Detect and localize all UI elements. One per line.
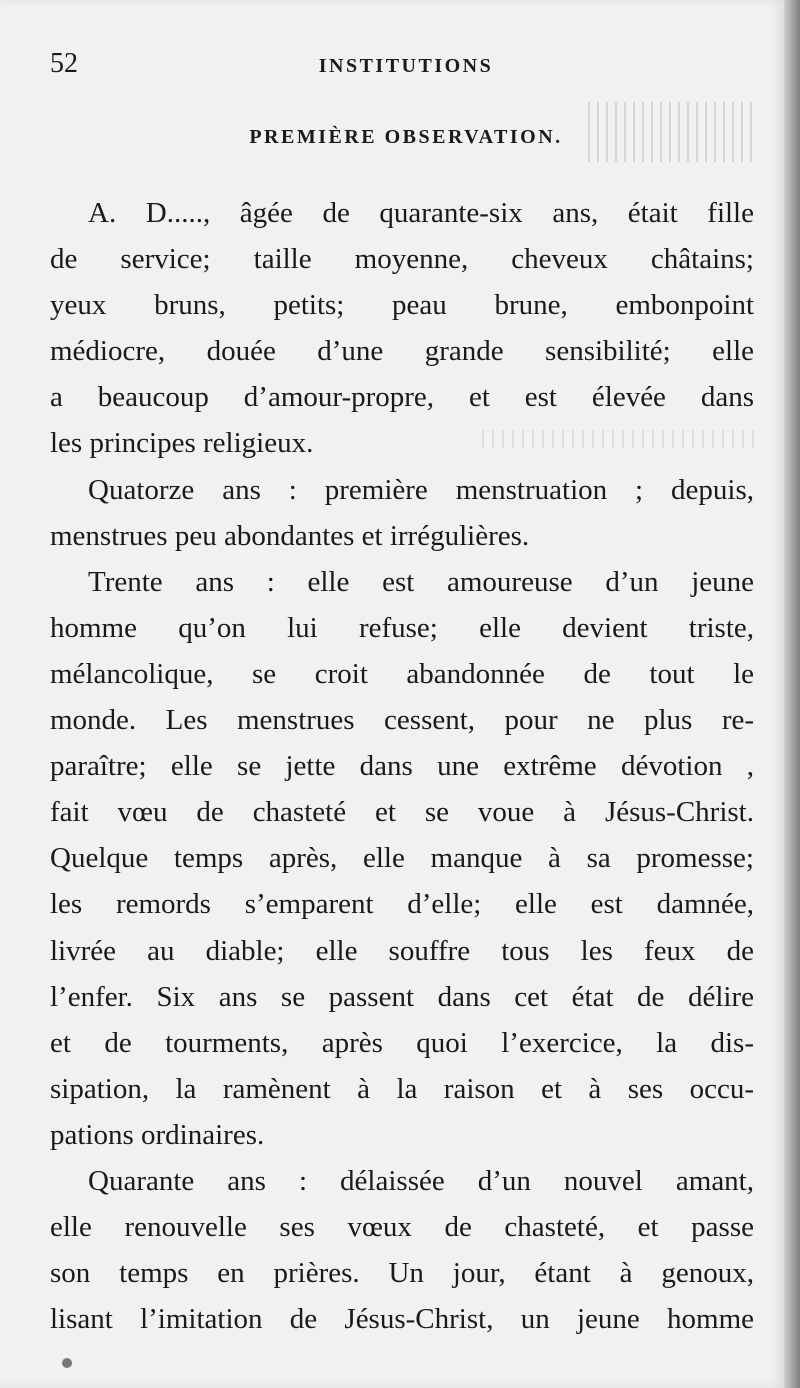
text-line: fait vœu de chasteté et se voue à Jésus-Christ. bbox=[50, 796, 754, 829]
text-line: A. D....., âgée de quarante-six ans, était fille bbox=[88, 197, 754, 229]
text-line: et de tourments, après quoi l’exercice, la dis- bbox=[50, 1026, 754, 1059]
text-line: les principes religieux. bbox=[50, 427, 314, 460]
text-line: son temps en prières. Un jour, étant à genoux, bbox=[50, 1257, 754, 1290]
running-title: INSTITUTIONS bbox=[318, 55, 494, 77]
text-line: sipation, la ramènent à la raison et à ses occu- bbox=[50, 1072, 754, 1105]
text-line: les remords s’emparent d’elle; elle est damnée, bbox=[50, 888, 754, 921]
text-line: médiocre, douée d’une grande sensibilité; elle bbox=[50, 335, 754, 368]
text-line: Trente ans : elle est amoureuse d’un jeune bbox=[88, 565, 754, 598]
text-line: yeux bruns, petits; peau brune, embonpoint bbox=[50, 289, 754, 322]
text-line: livrée au diable; elle souffre tous les feux de bbox=[50, 934, 754, 967]
text-line: a beaucoup d’amour-propre, et est élevée dans bbox=[50, 381, 754, 414]
text-line: mélancolique, se croit abandonnée de tout le bbox=[50, 657, 754, 690]
text-line: elle renouvelle ses vœux de chasteté, et passe bbox=[50, 1211, 754, 1244]
page-edge-shadow bbox=[784, 0, 800, 1388]
page-number: 52 bbox=[50, 48, 78, 79]
text-line: Quatorze ans : première menstruation ; depuis, bbox=[88, 473, 754, 506]
text-line: paraître; elle se jette dans une extrême dévotion , bbox=[50, 750, 754, 783]
text-line: homme qu’on lui refuse; elle devient triste, bbox=[50, 611, 754, 644]
text-line: Quelque temps après, elle manque à sa promesse; bbox=[50, 842, 754, 875]
text-line: l’enfer. Six ans se passent dans cet état de délire bbox=[50, 980, 754, 1013]
text-line: Quarante ans : délaissée d’un nouvel amant, bbox=[88, 1164, 754, 1197]
text-line: de service; taille moyenne, cheveux châtains; bbox=[50, 243, 754, 276]
text-line: lisant l’imitation de Jésus-Christ, un jeune homme bbox=[50, 1303, 754, 1336]
running-header bbox=[50, 44, 762, 84]
text-line: menstrues peu abondantes et irrégulières. bbox=[50, 519, 530, 552]
body-text bbox=[50, 190, 754, 1342]
section-title: PREMIÈRE OBSERVATION. bbox=[249, 126, 563, 148]
text-line: pations ordinaires. bbox=[50, 1118, 265, 1151]
ink-speck bbox=[62, 1358, 72, 1368]
text-line: monde. Les menstrues cessent, pour ne plus re- bbox=[50, 704, 754, 737]
